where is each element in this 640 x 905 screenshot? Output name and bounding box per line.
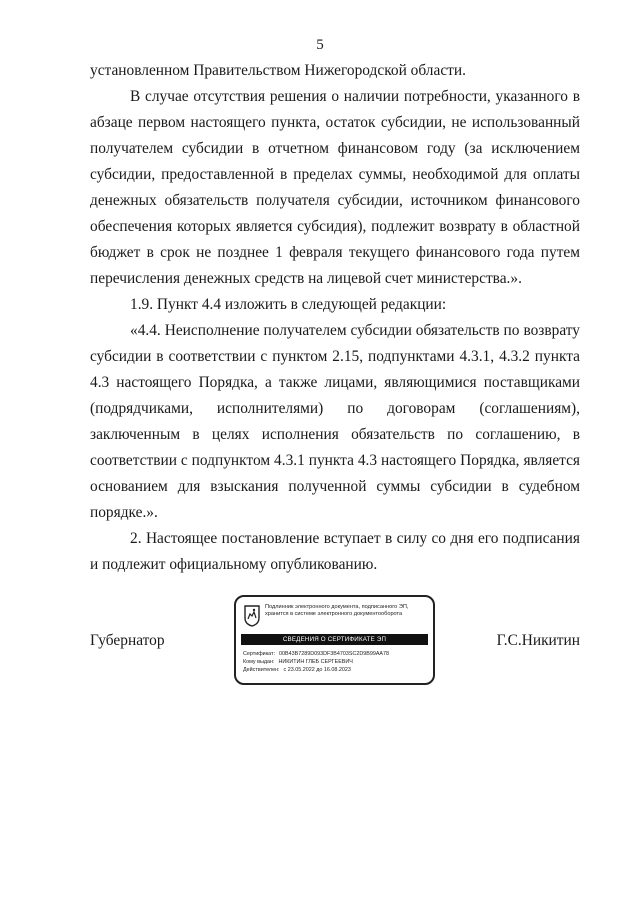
stamp-valid-row: [243, 666, 431, 674]
stamp-certificate-label: Сертификат:: [243, 651, 276, 657]
stamp-issued-to-row: [243, 658, 431, 666]
page-number: 5: [316, 37, 324, 53]
paragraph-continuation: установленном Правительством Нижегородской области.: [90, 62, 466, 79]
document-body: [90, 58, 580, 578]
signature-role: Губернатор: [90, 632, 165, 649]
stamp-certificate-value: 00B43B7289D093DF3B4703SC2D9B99AA78: [279, 651, 390, 657]
stamp-header-line1: Подлинник электронного документа, подписанного ЭП,: [265, 604, 409, 610]
stamp-issued-to-label: Кому выдан:: [243, 659, 275, 665]
stamp-issued-to-value: НИКИТИН ГЛЕБ СЕРГЕЕВИЧ: [278, 659, 353, 665]
paragraph-clause-4-4: «4.4. Неисполнение получателем субсидии обязательств по возврату субсидии в соответствии с пунктом 2.15, подпунктами 4.3.1, 4.3.2 пункта 4.3 настоящего Порядка, а также лицами, являющимися поставщиками (подрядчиками, исполнителями) по договорам (соглашениям), заключенным в целях исполнения обязательств по соглашению, в соответствии с подпунктом 4.3.1 пункта 4.3 настоящего Порядка, является основанием для взыскания полученной суммы субсидии в судебном порядке.».: [90, 322, 580, 521]
stamp-header: [265, 604, 433, 618]
signature-name: Г.С.Никитин: [496, 632, 580, 649]
paragraph-effective-date: 2. Настоящее постановление вступает в силу со дня его подписания и подлежит официальному опубликованию.: [90, 530, 580, 573]
electronic-signature-stamp: [234, 595, 435, 685]
stamp-header-line2: хранится в системе электронного документооборота: [265, 611, 403, 618]
stamp-details: [243, 650, 431, 674]
coat-of-arms-icon: [244, 605, 260, 627]
stamp-certificate-row: [243, 650, 431, 658]
stamp-valid-label: Действителен:: [243, 667, 280, 673]
paragraph-subsidy-return: В случае отсутствия решения о наличии потребности, указанного в абзаце первом настоящего пункта, остаток субсидии, не использованный получателем субсидии в отчетном финансовом году (за исключением субсидии, предоставленной в пределах суммы, необходимой для оплаты денежных обязательств получателя субсидии, источником финансового обеспечения которых является субсидия), подлежит возврату в областной бюджет в срок не позднее 1 февраля текущего финансового года путем перечисления денежных средств на лицевой счет министерства.».: [90, 88, 580, 287]
paragraph-clause-1-9: 1.9. Пункт 4.4 изложить в следующей редакции:: [130, 296, 447, 313]
stamp-title-bar: СВЕДЕНИЯ О СЕРТИФИКАТЕ ЭП: [241, 634, 428, 645]
stamp-valid-value: с 23.05.2022 до 16.08.2023: [283, 667, 351, 673]
